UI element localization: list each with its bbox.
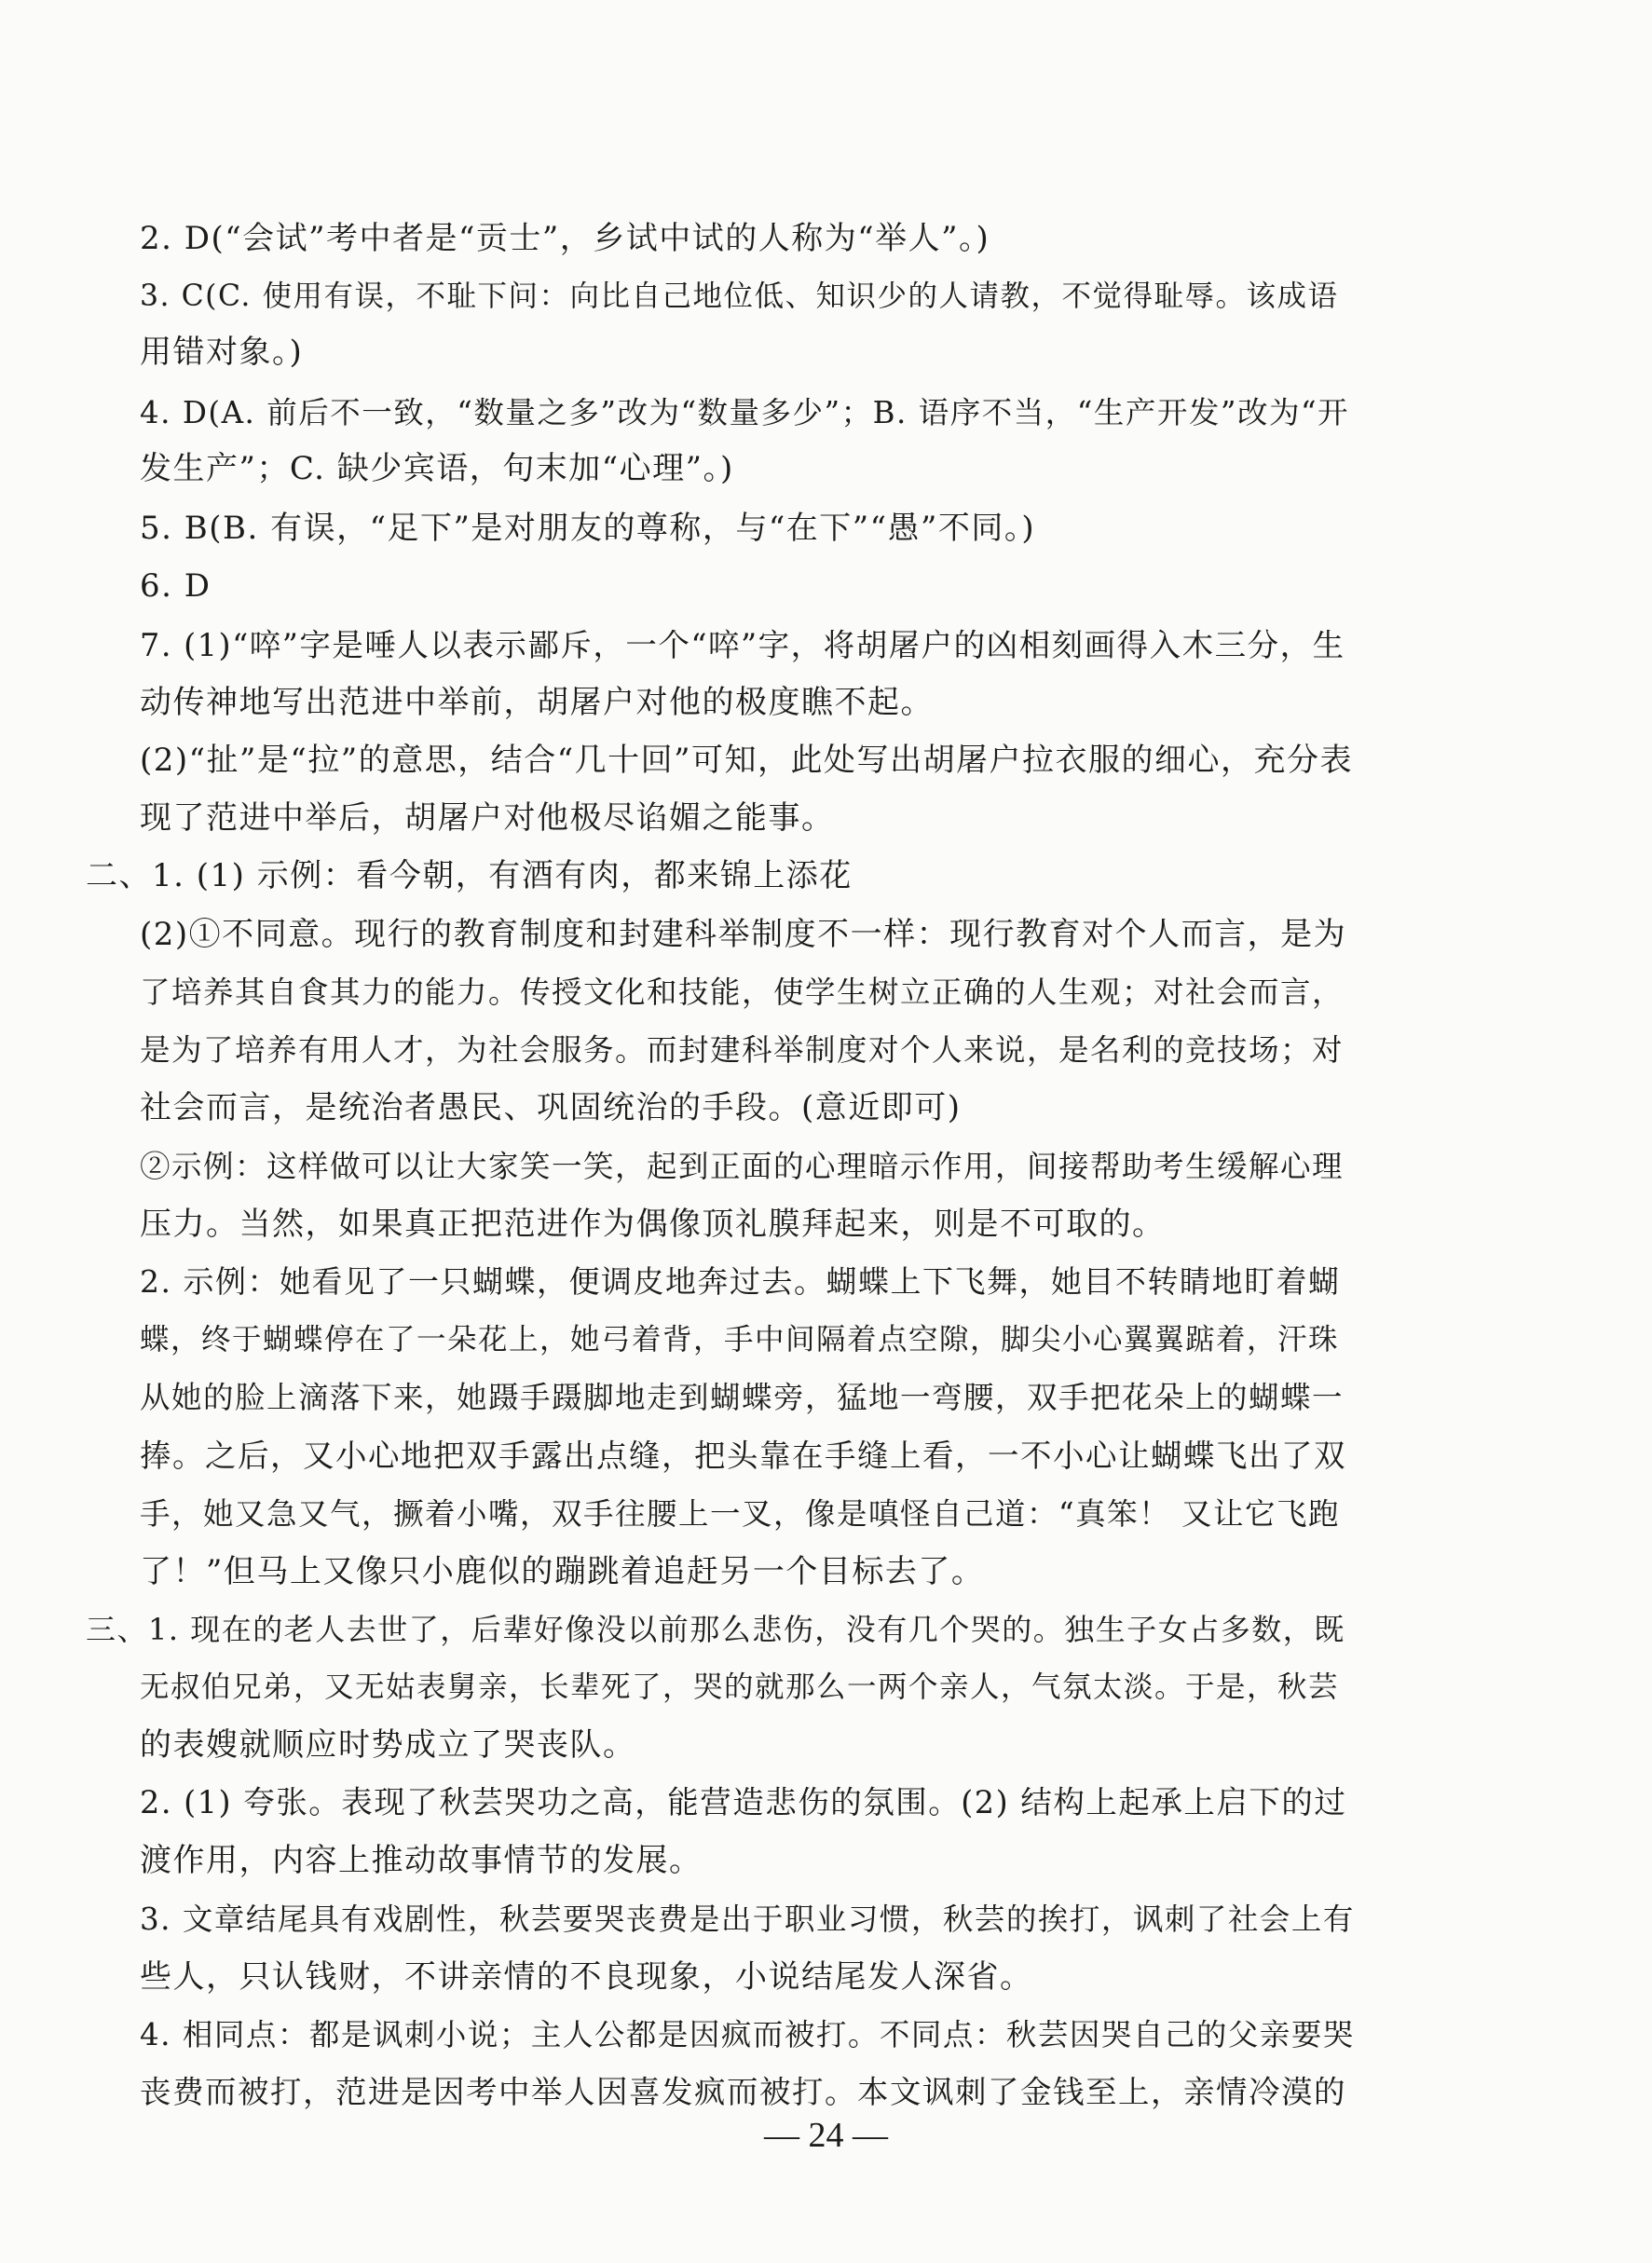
text-line: 捧。之后，又小心地把双手露出点缝，把头靠在手缝上看，一不小心让蝴蝶飞出了双 (140, 1438, 1346, 1474)
text-line: 手，她又急又气，撅着小嘴，双手往腰上一叉，像是嗔怪自己道：“真笨！ 又让它飞跑 (140, 1496, 1340, 1532)
text-line: 压力。当然，如果真正把范进作为偶像顶礼膜拜起来，则是不可取的。 (140, 1206, 1166, 1243)
page-number: — 24 — (764, 2116, 888, 2155)
text-line: 3. C(C. 使用有误，不耻下问：向比自己地位低、知识少的人请教，不觉得耻辱。该成语 (140, 279, 1339, 313)
text-line: 4. 相同点：都是讽刺小说；主人公都是因疯而被打。不同点：秋芸因哭自己的父亲要哭 (140, 2017, 1355, 2052)
text-line: 三、1. 现在的老人去世了，后辈好像没以前那么悲伤，没有几个哭的。独生子女占多数，既 (86, 1612, 1345, 1647)
text-line: 渡作用，内容上推动故事情节的发展。 (140, 1842, 703, 1879)
text-line: 发生产”；C. 缺少宾语，句末加“心理”。) (140, 450, 734, 487)
text-line: (2)“扯”是“拉”的意思，结合“几十回”可知，此处写出胡屠户拉衣服的细心，充分表 (140, 742, 1353, 779)
text-line: 了培养其自食其力的能力。传授文化和技能，使学生树立正确的人生观；对社会而言， (140, 975, 1345, 1010)
text-line: 二、1. (1) 示例：看今朝，有酒有肉，都来锦上添花 (86, 857, 853, 894)
text-line: 从她的脸上滴落下来，她蹑手蹑脚地走到蝴蝶旁，猛地一弯腰，双手把花朵上的蝴蝶一 (140, 1380, 1345, 1415)
text-line: 2. 示例：她看见了一只蝴蝶，便调皮地奔过去。蝴蝶上下飞舞，她目不转睛地盯着蝴 (140, 1263, 1341, 1300)
text-line: 丧费而被打，范进是因考中举人因喜发疯而被打。本文讽刺了金钱至上，亲情冷漠的 (140, 2074, 1346, 2110)
text-line: 3. 文章结尾具有戏剧性，秋芸要哭丧费是出于职业习惯，秋芸的挨打，讽刺了社会上有 (140, 1902, 1355, 1937)
text-line: (2)①不同意。现行的教育制度和封建科举制度不一样：现行教育对个人而言，是为 (140, 916, 1347, 953)
text-line: 5. B(B. 有误，“足下”是对朋友的尊称，与“在下”“愚”不同。) (140, 510, 1036, 547)
text-line: ②示例：这样做可以让大家笑一笑，起到正面的心理暗示作用，间接帮助考生缓解心理 (140, 1149, 1345, 1184)
text-line: 4. D(A. 前后不一致，“数量之多”改为“数量多少”；B. 语序不当，“生产开发”改为“开 (140, 395, 1350, 430)
text-line: 社会而言，是统治者愚民、巩固统治的手段。(意近即可) (140, 1089, 962, 1126)
text-line: 7. (1)“啐”字是唾人以表示鄙斥，一个“啐”字，将胡屠户的凶相刻画得入木三分，生 (140, 627, 1345, 663)
text-line: 蝶，终于蝴蝶停在了一朵花上，她弓着背，手中间隔着点空隙，脚尖小心翼翼踮着，汗珠 (140, 1323, 1340, 1356)
text-line: 了！”但马上又像只小鹿似的蹦跳着追赶另一个目标去了。 (140, 1553, 985, 1590)
text-line: 是为了培养有用人才，为社会服务。而封建科举制度对个人来说，是名利的竞技场；对 (140, 1032, 1345, 1068)
text-line: 动传神地写出范进中举前，胡屠户对他的极度瞧不起。 (140, 684, 934, 721)
text-line: 现了范进中举后，胡屠户对他极尽谄媚之能事。 (140, 799, 835, 837)
text-line: 2. D(“会试”考中者是“贡士”，乡试中试的人称为“举人”。) (140, 220, 990, 257)
text-line: 用错对象。) (140, 334, 304, 371)
text-line: 的表嫂就顺应时势成立了哭丧队。 (140, 1726, 636, 1764)
text-line: 2. (1) 夸张。表现了秋芸哭功之高，能营造悲伤的氛围。(2) 结构上起承上启下的过 (140, 1784, 1347, 1820)
text-line: 无叔伯兄弟，又无姑表舅亲，长辈死了，哭的就那么一两个亲人，气氛太淡。于是，秋芸 (140, 1670, 1340, 1704)
text-line: 些人，只认钱财，不讲亲情的不良现象，小说结尾发人深省。 (140, 1958, 1033, 1996)
text-line: 6. D (140, 567, 212, 605)
